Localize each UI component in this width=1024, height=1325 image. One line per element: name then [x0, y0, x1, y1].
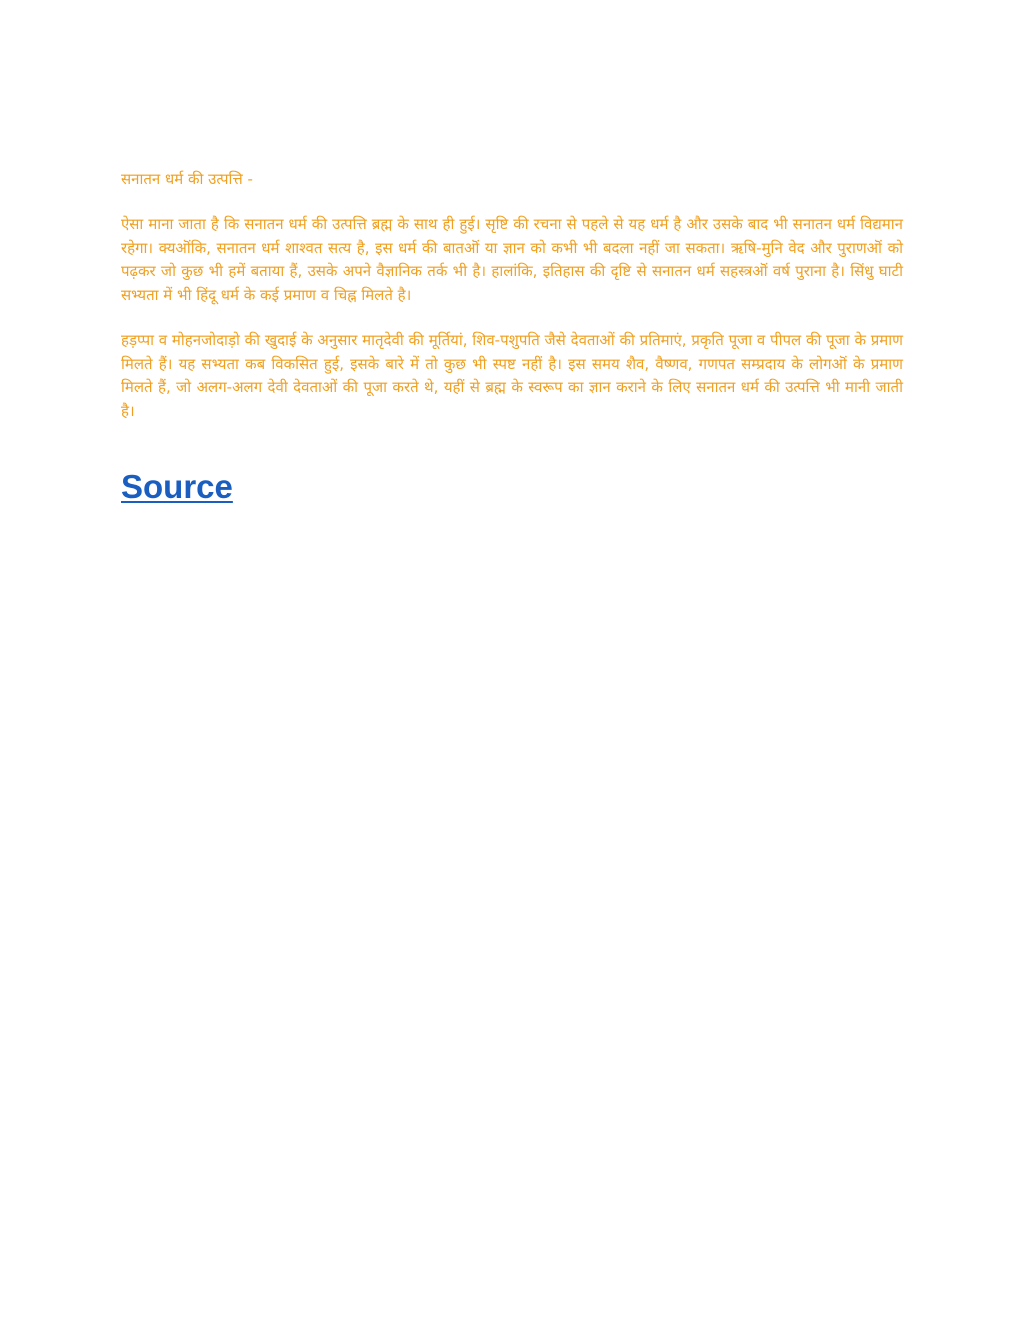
paragraph-indus-valley: हड़प्पा व मोहनजोदाड़ो की खुदाई के अनुसार मातृदेवी की मूर्तियां, शिव-पशुपति जैसे देवताओं की प्रतिमाएं, प्रकृति पूजा व पीपल की पूजा के प्रमाण मिलते हैं। यह सभ्यता कब विकसित हुई, इसके बारे में तो कुछ भी स्पष्ट नहीं है। इस समय शैव, वैष्णव, गणपत सम्प्रदाय के लोगऒं के प्रमाण मिलते हैं, जो अलग-अलग देवी देवताओं की पूजा करते थे, यहीं से ब्रह्म के स्वरूप का ज्ञान कराने के लिए सनातन धर्म की उत्पत्ति भी मानी जाती है। [121, 331, 903, 420]
paragraph-origin: ऐसा माना जाता है कि सनातन धर्म की उत्पत्ति ब्रह्म के साथ ही हुई। सृष्टि की रचना से पहले से यह धर्म है और उसके बाद भी सनातन धर्म विद्यमान रहेगा। क्यऒंकि, सनातन धर्म शाश्वत सत्य है, इस धर्म की बातऒं या ज्ञान को कभी भी बदला नहीं जा सकता। ऋषि-मुनि वेद और पुराणऒं को पढ़कर जो कुछ भी हमें बताया हैं, उसके अपने वैज्ञानिक तर्क भी है। हालांकि, इतिहास की दृष्टि से सनातन धर्म सहस्त्रऒं वर्ष पुराना है। सिंधु घाटी सभ्यता में भी हिंदू धर्म के कई प्रमाण व चिह्न मिलते है। [121, 215, 903, 304]
document-heading: सनातन धर्म की उत्पत्ति - [121, 170, 253, 188]
document-body [121, 167, 903, 507]
source-link[interactable]: Source [121, 468, 233, 505]
